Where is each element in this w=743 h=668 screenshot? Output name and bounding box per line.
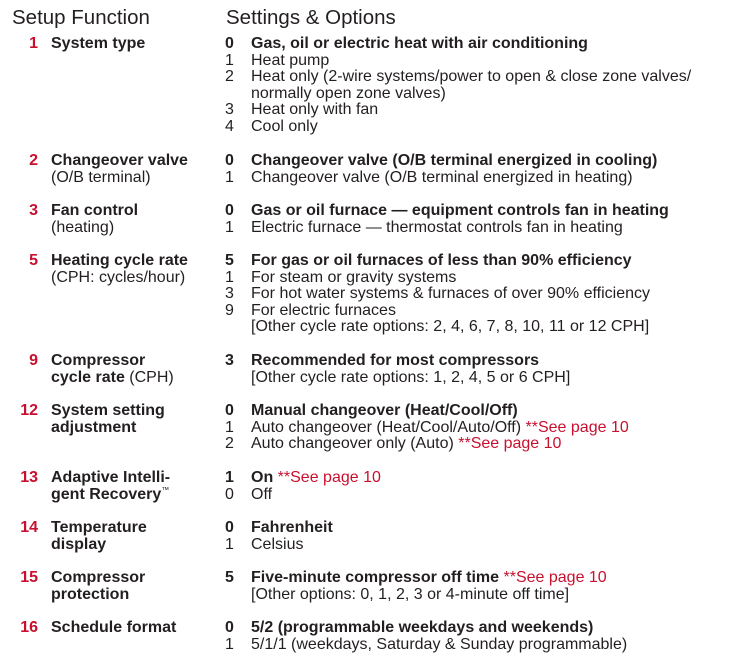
function-name-line: System type bbox=[51, 35, 146, 52]
see-page-note: **See page 10 bbox=[503, 569, 607, 586]
function-name bbox=[51, 403, 221, 436]
option-text: normally open zone valves) bbox=[251, 84, 446, 102]
option-code: 0 bbox=[225, 35, 234, 52]
option-description bbox=[225, 69, 740, 86]
function-number: 2 bbox=[29, 152, 38, 169]
setting-option bbox=[225, 69, 740, 86]
option-description bbox=[225, 353, 740, 370]
function-number: 5 bbox=[29, 252, 38, 269]
option-code: 3 bbox=[225, 285, 234, 302]
see-page-note: **See page 10 bbox=[458, 435, 562, 452]
option-text: For hot water systems & furnaces of over 90% efficiency bbox=[251, 285, 650, 302]
function-name bbox=[51, 570, 221, 603]
settings-options-list bbox=[225, 353, 740, 386]
option-description bbox=[225, 119, 740, 136]
option-code: 1 bbox=[225, 418, 234, 436]
option-text: For steam or gravity systems bbox=[251, 268, 457, 286]
function-name bbox=[51, 353, 221, 386]
setting-option bbox=[225, 119, 740, 136]
setting-option bbox=[225, 637, 740, 654]
option-description bbox=[225, 470, 740, 487]
option-text: Heat only with fan bbox=[251, 101, 379, 118]
option-description bbox=[225, 403, 740, 420]
setting-option bbox=[225, 620, 740, 637]
function-name-subtitle: (O/B terminal) bbox=[51, 168, 151, 186]
setting-option bbox=[225, 487, 740, 504]
option-description bbox=[225, 303, 740, 320]
option-code: 3 bbox=[225, 101, 234, 118]
function-number: 1 bbox=[29, 35, 38, 52]
function-number: 16 bbox=[20, 619, 38, 636]
option-code: 1 bbox=[225, 635, 234, 653]
option-code: 0 bbox=[225, 152, 234, 169]
option-description bbox=[225, 53, 740, 70]
option-text: Changeover valve (O/B terminal energized in heating) bbox=[251, 168, 633, 186]
option-code: 0 bbox=[225, 519, 234, 536]
function-name-line: Compressor bbox=[51, 352, 146, 369]
function-name-line: Temperature bbox=[51, 519, 147, 536]
function-name-line: Schedule format bbox=[51, 619, 177, 636]
option-description bbox=[225, 620, 740, 637]
function-name bbox=[51, 253, 221, 286]
see-page-note: **See page 10 bbox=[277, 469, 381, 486]
option-description bbox=[225, 102, 740, 119]
option-code: 5 bbox=[225, 569, 234, 586]
function-number: 15 bbox=[20, 569, 38, 586]
function-name bbox=[51, 620, 221, 637]
settings-options-list bbox=[225, 570, 740, 603]
option-text: Off bbox=[251, 485, 273, 503]
function-name-line: Changeover valve bbox=[51, 152, 188, 169]
function-name-suffix: (CPH) bbox=[124, 368, 174, 386]
option-code: 2 bbox=[225, 68, 234, 85]
option-description bbox=[225, 86, 740, 103]
option-text: [Other cycle rate options: 2, 4, 6, 7, 8, 10, 11 or 12 CPH] bbox=[251, 318, 650, 335]
function-name-line: gent Recovery bbox=[51, 485, 162, 503]
function-name-line: Compressor bbox=[51, 569, 146, 586]
option-text: Celsius bbox=[251, 535, 304, 553]
option-description bbox=[225, 587, 740, 604]
option-code: 1 bbox=[225, 218, 234, 236]
option-text: On bbox=[251, 469, 278, 486]
option-text: Five-minute compressor off time bbox=[251, 569, 504, 586]
option-text: For gas or oil furnaces of less than 90% efficiency bbox=[251, 252, 632, 269]
option-text: Heat pump bbox=[251, 51, 330, 69]
setting-option bbox=[225, 203, 740, 220]
settings-options-list bbox=[225, 470, 740, 503]
function-name bbox=[51, 470, 221, 503]
option-code: 1 bbox=[225, 51, 234, 69]
option-description bbox=[225, 537, 740, 554]
function-name bbox=[51, 36, 221, 53]
setting-option bbox=[225, 587, 740, 604]
option-description bbox=[225, 370, 740, 387]
option-text: For electric furnaces bbox=[251, 301, 396, 319]
setting-option bbox=[225, 286, 740, 303]
setting-option bbox=[225, 153, 740, 170]
function-name bbox=[51, 520, 221, 553]
function-name-subtitle: (heating) bbox=[51, 218, 115, 236]
function-name-line: Adaptive Intelli- bbox=[51, 469, 171, 486]
function-number: 14 bbox=[20, 519, 38, 536]
option-text: Auto changeover (Heat/Cool/Auto/Off) bbox=[251, 418, 526, 436]
option-code: 3 bbox=[225, 352, 234, 369]
option-code: 1 bbox=[225, 535, 234, 553]
option-description bbox=[225, 520, 740, 537]
setting-option bbox=[225, 170, 740, 187]
option-code: 5 bbox=[225, 252, 234, 269]
option-description bbox=[225, 36, 740, 53]
option-text: [Other cycle rate options: 1, 2, 4, 5 or 6 CPH] bbox=[251, 368, 571, 386]
setting-option bbox=[225, 370, 740, 387]
setting-option bbox=[225, 303, 740, 320]
option-code: 0 bbox=[225, 202, 234, 219]
function-name-line: protection bbox=[51, 585, 130, 603]
function-number: 12 bbox=[20, 402, 38, 419]
option-code: 0 bbox=[225, 402, 234, 419]
setting-option bbox=[225, 420, 740, 437]
setting-option bbox=[225, 537, 740, 554]
option-description bbox=[225, 637, 740, 654]
function-name-line: Heating cycle rate bbox=[51, 252, 188, 269]
settings-options-list bbox=[225, 36, 740, 135]
setting-option bbox=[225, 470, 740, 487]
setting-option bbox=[225, 253, 740, 270]
setting-option bbox=[225, 520, 740, 537]
setting-option bbox=[225, 53, 740, 70]
settings-options-list bbox=[225, 203, 740, 236]
settings-options-list bbox=[225, 520, 740, 553]
option-description bbox=[225, 570, 740, 587]
settings-options-list bbox=[225, 403, 740, 453]
option-text: Electric furnace — thermostat controls fan in heating bbox=[251, 218, 623, 236]
option-text: 5/2 (programmable weekdays and weekends) bbox=[251, 619, 594, 636]
function-name-line: cycle rate bbox=[51, 368, 125, 386]
function-name-line: Fan control bbox=[51, 202, 139, 219]
setting-option bbox=[225, 270, 740, 287]
option-code: 1 bbox=[225, 469, 234, 486]
option-text: Heat only (2-wire systems/power to open & close zone valves/ bbox=[251, 68, 692, 85]
option-code: 1 bbox=[225, 268, 234, 286]
function-number: 13 bbox=[20, 469, 38, 486]
option-text: Fahrenheit bbox=[251, 519, 333, 536]
option-code: 9 bbox=[225, 301, 234, 319]
option-text: 5/1/1 (weekdays, Saturday & Sunday programmable) bbox=[251, 635, 628, 653]
option-code: 1 bbox=[225, 168, 234, 186]
setting-option bbox=[225, 353, 740, 370]
option-description bbox=[225, 436, 740, 453]
setting-option bbox=[225, 319, 740, 336]
option-text: Manual changeover (Heat/Cool/Off) bbox=[251, 402, 518, 419]
function-name-subtitle: (CPH: cycles/hour) bbox=[51, 268, 186, 286]
option-description bbox=[225, 170, 740, 187]
setting-option bbox=[225, 36, 740, 53]
option-description bbox=[225, 220, 740, 237]
function-name-line: display bbox=[51, 535, 107, 553]
setting-option bbox=[225, 102, 740, 119]
function-number: 3 bbox=[29, 202, 38, 219]
option-code: 0 bbox=[225, 619, 234, 636]
option-description bbox=[225, 153, 740, 170]
see-page-note: **See page 10 bbox=[525, 418, 629, 436]
option-text: Cool only bbox=[251, 117, 318, 135]
setting-option bbox=[225, 436, 740, 453]
option-description bbox=[225, 270, 740, 287]
option-code: 2 bbox=[225, 435, 234, 452]
setting-option bbox=[225, 403, 740, 420]
settings-options-list bbox=[225, 620, 740, 653]
option-text: Auto changeover only (Auto) bbox=[251, 435, 459, 452]
option-code: 4 bbox=[225, 117, 234, 135]
function-name bbox=[51, 153, 221, 186]
option-text: Gas, oil or electric heat with air conditioning bbox=[251, 35, 588, 52]
setup-function-heading: Setup Function bbox=[12, 6, 150, 29]
setting-option bbox=[225, 570, 740, 587]
option-text: [Other options: 0, 1, 2, 3 or 4-minute off time] bbox=[251, 585, 570, 603]
settings-options-list bbox=[225, 153, 740, 186]
option-description bbox=[225, 286, 740, 303]
setting-option bbox=[225, 220, 740, 237]
option-text: Changeover valve (O/B terminal energized in cooling) bbox=[251, 152, 658, 169]
function-name bbox=[51, 203, 221, 236]
trademark-symbol: ™ bbox=[161, 485, 170, 495]
option-description bbox=[225, 203, 740, 220]
option-description bbox=[225, 319, 740, 336]
option-text: Gas or oil furnace — equipment controls fan in heating bbox=[251, 202, 669, 219]
option-description bbox=[225, 253, 740, 270]
option-text: Recommended for most compressors bbox=[251, 352, 540, 369]
option-code: 0 bbox=[225, 485, 234, 503]
function-name-line: System setting bbox=[51, 402, 165, 419]
function-name-line: adjustment bbox=[51, 418, 137, 436]
setting-option bbox=[225, 86, 740, 103]
option-description bbox=[225, 420, 740, 437]
settings-options-list bbox=[225, 253, 740, 336]
function-number: 9 bbox=[29, 352, 38, 369]
option-description bbox=[225, 487, 740, 504]
settings-options-heading: Settings & Options bbox=[226, 6, 396, 29]
